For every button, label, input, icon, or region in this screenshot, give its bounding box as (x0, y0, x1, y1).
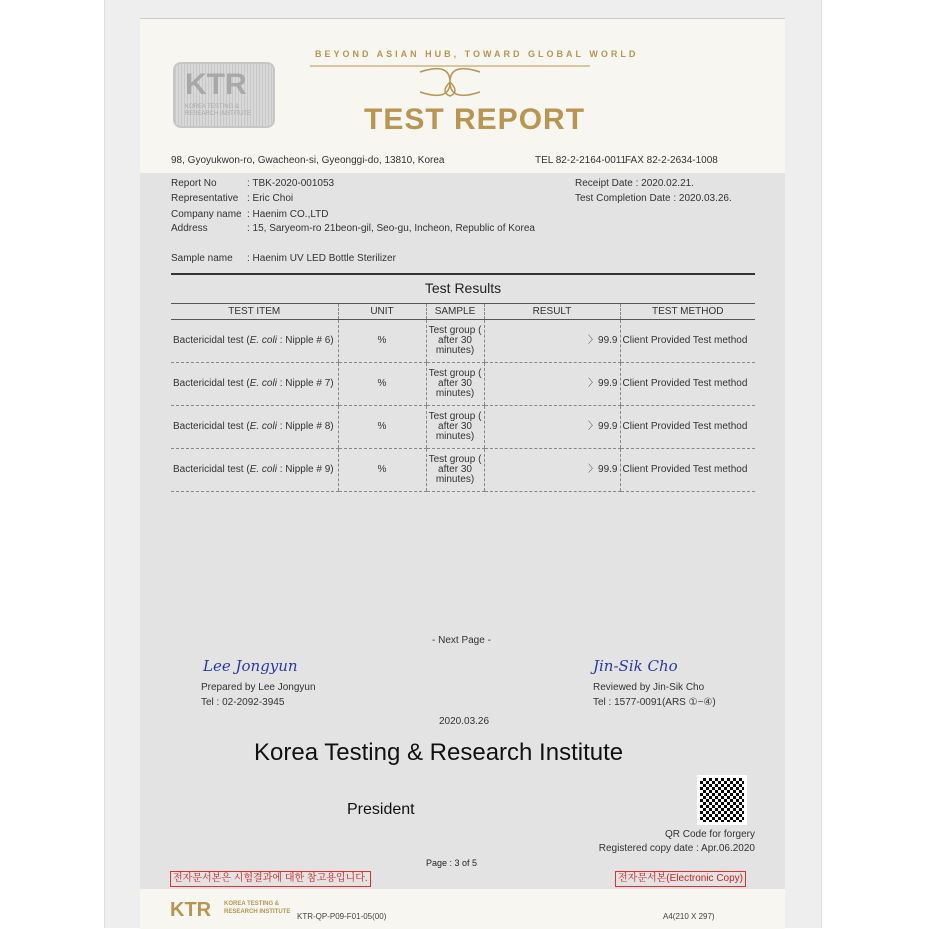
test-method: Client Provided Test method (620, 406, 755, 449)
qr-code (697, 775, 747, 825)
preparer-tel: Tel : 02-2092-3945 (201, 697, 285, 708)
reviewed-by: Reviewed by Jin-Sik Cho (593, 682, 705, 693)
representative: : Eric Choi (247, 193, 294, 204)
table-row (171, 449, 755, 492)
unit: % (338, 363, 426, 406)
logo-text: KTR (185, 68, 247, 101)
receipt-date: Receipt Date : 2020.02.21. (575, 178, 694, 189)
reviewer-tel: Tel : 1577-0091(ARS ①~④) (593, 697, 716, 708)
table-row (171, 406, 755, 449)
label: Address (171, 223, 208, 234)
test-method: Client Provided Test method (620, 320, 755, 363)
issue-date: 2020.03.26 (439, 716, 490, 727)
prepared-by: Prepared by Lee Jongyun (201, 682, 316, 693)
result: 〉99.9 (484, 320, 620, 363)
completion-date: Test Completion Date : 2020.03.26. (575, 193, 732, 204)
bottom-logo: KTR (170, 899, 212, 921)
unit: % (338, 449, 426, 492)
table-header (171, 304, 755, 320)
electronic-copy-badge: 전자문서본(Electronic Copy) (615, 871, 746, 887)
label: Company name (171, 209, 242, 220)
unit: % (338, 320, 426, 363)
results-title: Test Results (171, 273, 755, 296)
sample: Test group ( after 30 minutes) (426, 449, 484, 492)
result: 〉99.9 (484, 449, 620, 492)
sample: Test group ( after 30 minutes) (426, 363, 484, 406)
report-no: : TBK-2020-001053 (247, 178, 335, 189)
report-page (140, 18, 785, 928)
logo-sub: KOREA TESTING & RESEARCH INSTITUTE (185, 104, 252, 117)
signature-preparer: Lee Jongyun (203, 657, 298, 675)
bottom-logo-sub: KOREA TESTING & RESEARCH INSTITUTE (224, 901, 291, 915)
company-name: : Haenim CO.,LTD (247, 209, 329, 220)
label: Representative (171, 193, 239, 204)
institute-name: Korea Testing & Research Institute (254, 739, 624, 766)
label: Report No (171, 178, 217, 189)
qr-label: QR Code for forgery (664, 829, 755, 840)
lab-address: 98, Gyoyukwon-ro, Gwacheon-si, Gyeonggi-do, 13810, Korea (171, 155, 445, 166)
ktr-logo (173, 62, 275, 128)
reference-notice: 전자문서본은 시험결과에 대한 참고용입니다. (170, 871, 371, 887)
next-page: - Next Page - (432, 635, 491, 646)
results-table (171, 303, 755, 492)
table-row (171, 320, 755, 363)
lab-tel: TEL 82-2-2164-0011 (535, 155, 627, 166)
form-code: KTR-QP-P09-F01-05(00) (297, 912, 387, 921)
test-method: Client Provided Test method (620, 449, 755, 492)
column-header: UNIT (338, 304, 426, 320)
sample-name: : Haenim UV LED Bottle Sterilizer (247, 253, 396, 264)
result: 〉99.9 (484, 406, 620, 449)
test-item: Bactericidal test (E. coli : Nipple # 7) (171, 363, 338, 406)
test-method: Client Provided Test method (620, 363, 755, 406)
ornament-icon (300, 62, 600, 102)
column-header: SAMPLE (426, 304, 484, 320)
slogan: BEYOND ASIAN HUB, TOWARD GLOBAL WORLD (315, 49, 639, 59)
test-item: Bactericidal test (E. coli : Nipple # 8) (171, 406, 338, 449)
report-title: TEST REPORT (364, 103, 586, 136)
signature-reviewer: Jin-Sik Cho (593, 657, 678, 675)
registered-date: Registered copy date : Apr.06.2020 (598, 843, 755, 854)
label: Sample name (171, 253, 233, 264)
column-header: TEST ITEM (171, 304, 338, 320)
test-item: Bactericidal test (E. coli : Nipple # 6) (171, 320, 338, 363)
president: President (347, 801, 415, 818)
page-number: Page : 3 of 5 (426, 858, 478, 868)
result: 〉99.9 (484, 363, 620, 406)
test-item: Bactericidal test (E. coli : Nipple # 9) (171, 449, 338, 492)
sample: Test group ( after 30 minutes) (426, 320, 484, 363)
paper-size: A4(210 X 297) (663, 912, 715, 921)
unit: % (338, 406, 426, 449)
column-header: RESULT (484, 304, 620, 320)
table-row (171, 363, 755, 406)
company-address: : 15, Saryeom-ro 21beon-gil, Seo-gu, Incheon, Republic of Korea (247, 223, 535, 234)
lab-fax: FAX 82-2-2634-1008 (625, 155, 718, 166)
sample: Test group ( after 30 minutes) (426, 406, 484, 449)
column-header: TEST METHOD (620, 304, 755, 320)
